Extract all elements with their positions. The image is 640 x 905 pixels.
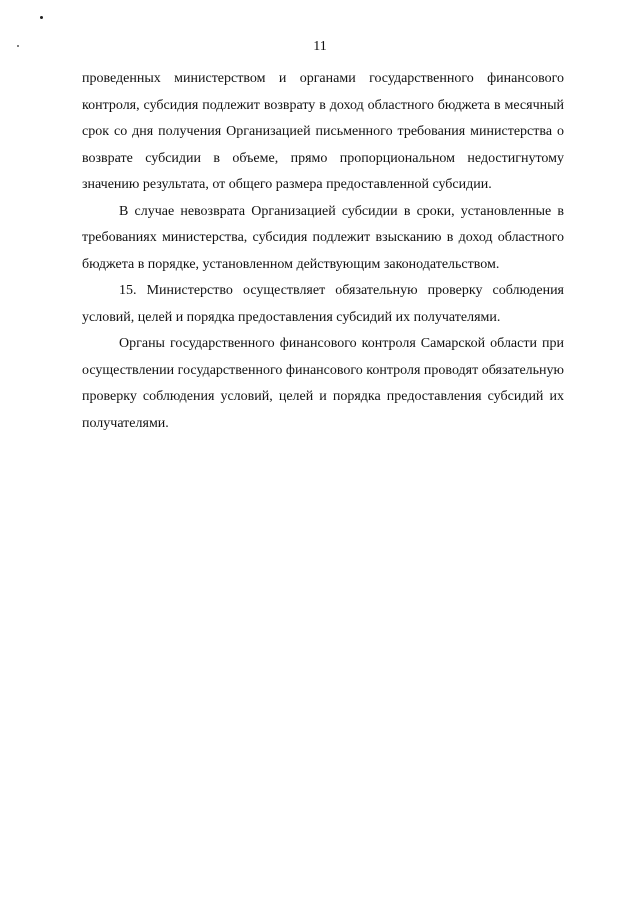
paragraph-clause-15: 15. Министерство осуществляет обязательную проверку соблюдения условий, целей и порядка предоставления субсидий их получателями. — [82, 283, 564, 325]
page-number: 11 — [313, 39, 327, 54]
document-body — [82, 66, 564, 437]
paragraph-nonreturn: В случае невозврата Организацией субсидии в сроки, установленные в требованиях министерства, субсидия подлежит взысканию в доход областного бюджета в порядке, установленном действующим законодательством. — [82, 203, 564, 272]
paragraph-control-bodies: Органы государственного финансового контроля Самарской области при осуществлении государственного финансового контроля проводят обязательную проверку соблюдения условий, целей и порядка предоставления субсидий их получателями. — [82, 336, 564, 431]
paragraph-continuation: проведенных министерством и органами государственного финансового контроля, субсидия подлежит возврату в доход областного бюджета в месячный срок со дня получения Организацией письменного требования министерства о возврате субсидии в объеме, прямо пропорциональном недостигнутому значению результата, от общего размера предоставленной субсидии. — [82, 71, 564, 192]
scan-speck — [40, 16, 43, 19]
